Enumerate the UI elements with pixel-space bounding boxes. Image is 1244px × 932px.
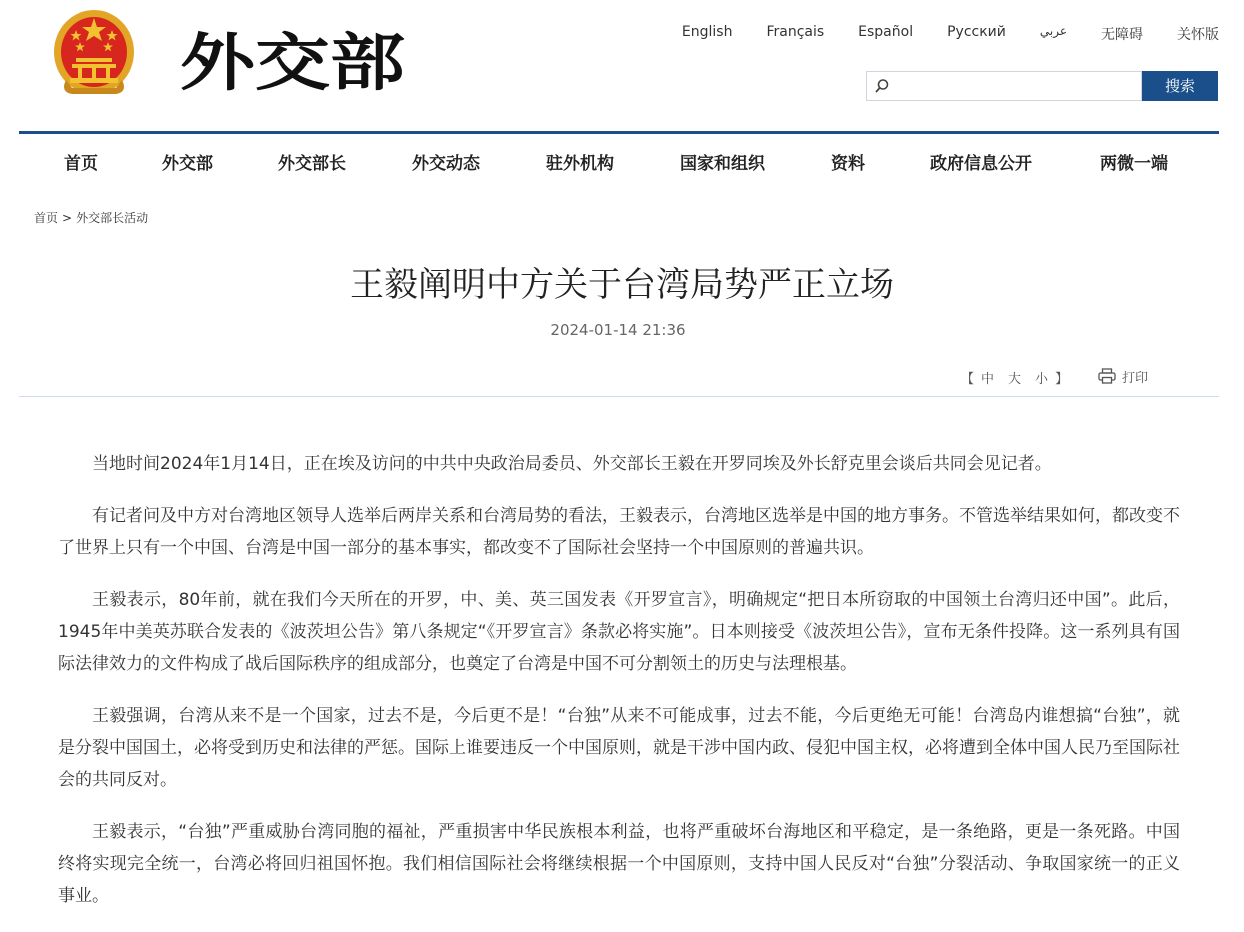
national-emblem-icon (52, 8, 136, 98)
nav-item-ministry[interactable]: 外交部 (162, 154, 213, 174)
nav-item-social-media[interactable]: 两微一端 (1100, 154, 1168, 174)
ministry-calligraphy-logo[interactable] (180, 6, 410, 124)
elderly-care-mode-link[interactable]: 关怀版 (1177, 27, 1219, 43)
breadcrumb (34, 209, 148, 226)
lang-french[interactable]: Français (766, 24, 825, 40)
breadcrumb-home[interactable]: 首页 (34, 211, 59, 225)
article-body (58, 448, 1180, 932)
article-paragraph: 有记者问及中方对台湾地区领导人选举后两岸关系和台湾局势的看法，王毅表示，台湾地区选举是中国的地方事务。不管选举结果如何，都改变不了世界上只有一个中国、台湾是中国一部分的基本事实，都改变不了国际社会坚持一个中国原则的普遍共识。 (58, 506, 1180, 558)
font-size-medium[interactable]: 中 (981, 372, 995, 387)
nav-item-missions-abroad[interactable]: 驻外机构 (546, 154, 614, 174)
search-button[interactable]: 搜索 (1142, 71, 1218, 101)
language-switcher (648, 24, 1219, 44)
lang-arabic[interactable]: عربي (1039, 24, 1067, 38)
lang-english[interactable]: English (681, 24, 733, 40)
nav-item-diplomatic-news[interactable]: 外交动态 (412, 154, 480, 174)
breadcrumb-separator: > (62, 211, 73, 225)
breadcrumb-section[interactable]: 外交部长活动 (76, 211, 149, 225)
nav-item-home[interactable]: 首页 (64, 154, 98, 174)
print-button[interactable]: 打印 (1122, 371, 1149, 386)
svg-text:外交部: 外交部 (180, 26, 405, 99)
font-size-bracket-open: 【 (961, 372, 975, 387)
font-size-bracket-close: 】 (1055, 372, 1069, 387)
search-input[interactable] (866, 71, 1142, 101)
article-paragraph: 当地时间2024年1月14日，正在埃及访问的中共中央政治局委员、外交部长王毅在开罗同埃及外长舒克里会谈后共同会见记者。 (92, 454, 1052, 474)
article-paragraph: 王毅强调，台湾从来不是一个国家，过去不是，今后更不是！“台独”从来不可能成事，过去不能，今后更绝无可能！台湾岛内谁想搞“台独”，就是分裂中国国土，必将受到历史和法律的严惩。国际上谁要违反一个中国原则，就是干涉中国内政、侵犯中国主权，必将遭到全体中国人民乃至国际社会的共同反对。 (58, 706, 1180, 790)
nav-item-government-info[interactable]: 政府信息公开 (930, 154, 1032, 174)
page-title: 王毅阐明中方关于台湾局势严正立场 (350, 265, 894, 305)
search-icon (874, 78, 890, 94)
lang-spanish[interactable]: Español (858, 24, 914, 40)
article-paragraph: 王毅表示，“台独”严重威胁台湾同胞的福祉，严重损害中华民族根本利益，也将严重破坏台海地区和平稳定，是一条绝路，更是一条死路。中国终将实现完全统一，台湾必将回归祖国怀抱。我们相信国际社会将继续根据一个中国原则，支持中国人民反对“台独”分裂活动、争取国家统一的正义事业。 (58, 822, 1180, 906)
title-divider (19, 396, 1219, 397)
font-size-selector (961, 368, 1068, 387)
publish-date: 2024-01-14 21:36 (550, 321, 686, 339)
font-size-large[interactable]: 大 (1008, 372, 1022, 387)
nav-item-countries-organizations[interactable]: 国家和组织 (680, 154, 765, 174)
article-paragraph: 王毅表示，80年前，就在我们今天所在的开罗，中、美、英三国发表《开罗宣言》，明确规定“把日本所窃取的中国领土台湾归还中国”。此后，1945年中美英苏联合发表的《波茨坦公告》第八条规定“《开罗宣言》条款必将实施”。日本则接受《波茨坦公告》，宣布无条件投降。这一系列具有国际法律效力的文件构成了战后国际秩序的组成部分，也奠定了台湾是中国不可分割领土的历史与法理根基。 (58, 590, 1180, 674)
nav-item-minister[interactable]: 外交部长 (278, 154, 346, 174)
font-size-small[interactable]: 小 (1035, 372, 1049, 387)
accessibility-link[interactable]: 无障碍 (1101, 27, 1143, 43)
printer-icon[interactable] (1098, 368, 1116, 384)
main-nav (19, 134, 1219, 186)
nav-item-resources[interactable]: 资料 (831, 154, 865, 174)
lang-russian[interactable]: Русский (947, 24, 1006, 40)
